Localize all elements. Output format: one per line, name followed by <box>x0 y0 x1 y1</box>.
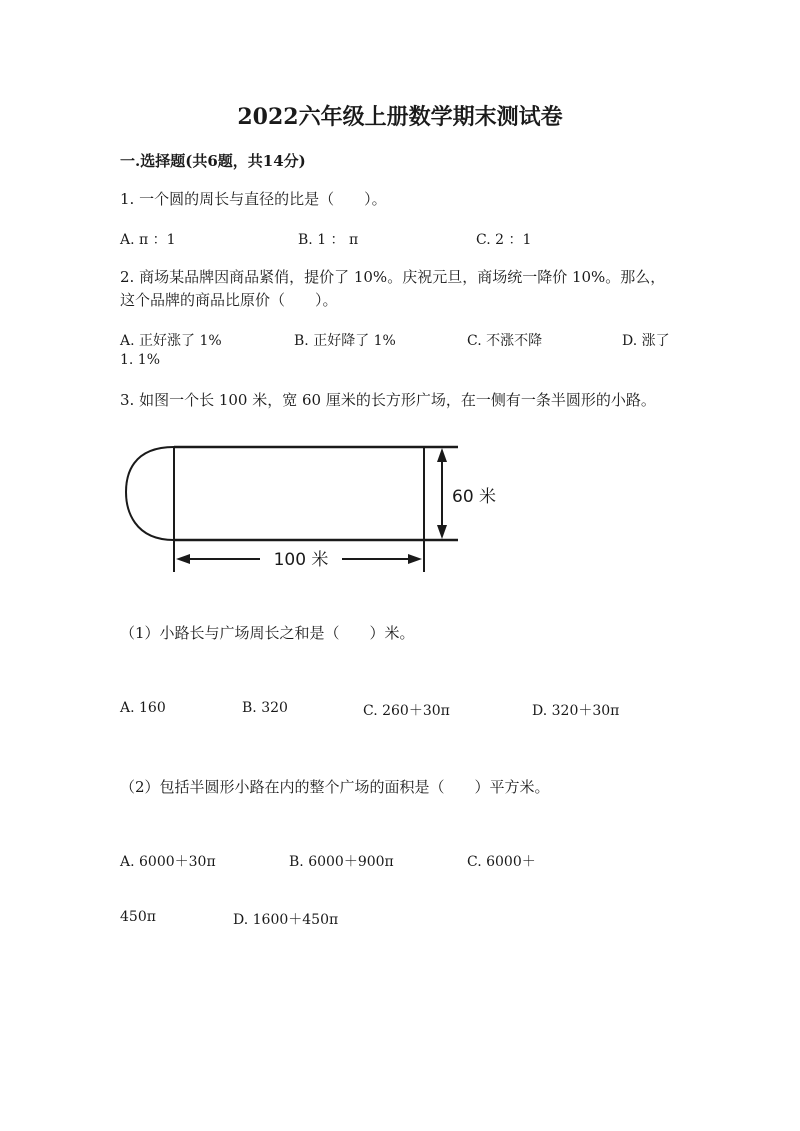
question-3-text: 3. 如图一个长 100 米，宽 60 厘米的长方形广场，在一侧有一条半圆形的小路。 <box>120 391 656 409</box>
sub-question-1-option-c: C. 260＋30π <box>363 703 450 719</box>
width-arrow-head-down <box>437 525 447 539</box>
page-title: 2022六年级上册数学期末测试卷 <box>237 104 563 130</box>
question-1-option-b: B. 1 ： π <box>298 232 359 248</box>
sub-question-1-option-a: A. 160 <box>120 700 166 716</box>
question-1-option-a: A. π ：1 <box>120 232 176 248</box>
sub-question-1-option-d: D. 320＋30π <box>532 703 620 719</box>
sub-question-2-option-a: A. 6000＋30π <box>120 854 216 870</box>
length-arrow-head-left <box>176 554 190 564</box>
width-label: 60 米 <box>452 487 497 507</box>
question-2-option-b: B. 正好降了 1% <box>294 333 396 349</box>
question-2-text-line2: 这个品牌的商品比原价（ ）。 <box>120 291 338 309</box>
section-heading: 一.选择题(共6题，共14分) <box>120 152 306 170</box>
sub-question-1-text: （1）小路长与广场周长之和是（ ）米。 <box>120 624 415 642</box>
question-2-option-c: C. 不涨不降 <box>467 333 543 349</box>
question-2-option-d: D. 涨了 <box>622 333 670 349</box>
semicircle-path <box>126 447 174 540</box>
width-arrow-head-up <box>437 448 447 462</box>
question-1-option-c: C. 2 ：1 <box>476 232 532 248</box>
square-diagram <box>120 440 500 580</box>
sub-question-2-option-d: D. 1600＋450π <box>233 912 339 928</box>
question-2-option-d-continued: 1. 1% <box>120 352 161 368</box>
question-2-text-line1: 2. 商场某品牌因商品紧俏，提价了 10%。庆祝元旦，商场统一降价 10%。那么， <box>120 268 666 286</box>
sub-question-2-option-b: B. 6000＋900π <box>289 854 394 870</box>
sub-question-2-option-c: C. 6000＋ <box>467 854 536 870</box>
length-arrow-head-right <box>408 554 422 564</box>
length-label: 100 米 <box>273 550 329 570</box>
question-2-option-a: A. 正好涨了 1% <box>120 333 222 349</box>
sub-question-2-text: （2）包括半圆形小路在内的整个广场的面积是（ ）平方米。 <box>120 778 550 796</box>
sub-question-2-option-c-continued: 450π <box>120 909 156 925</box>
sub-question-1-option-b: B. 320 <box>242 700 288 716</box>
question-1-text: 1. 一个圆的周长与直径的比是（ ）。 <box>120 190 387 208</box>
